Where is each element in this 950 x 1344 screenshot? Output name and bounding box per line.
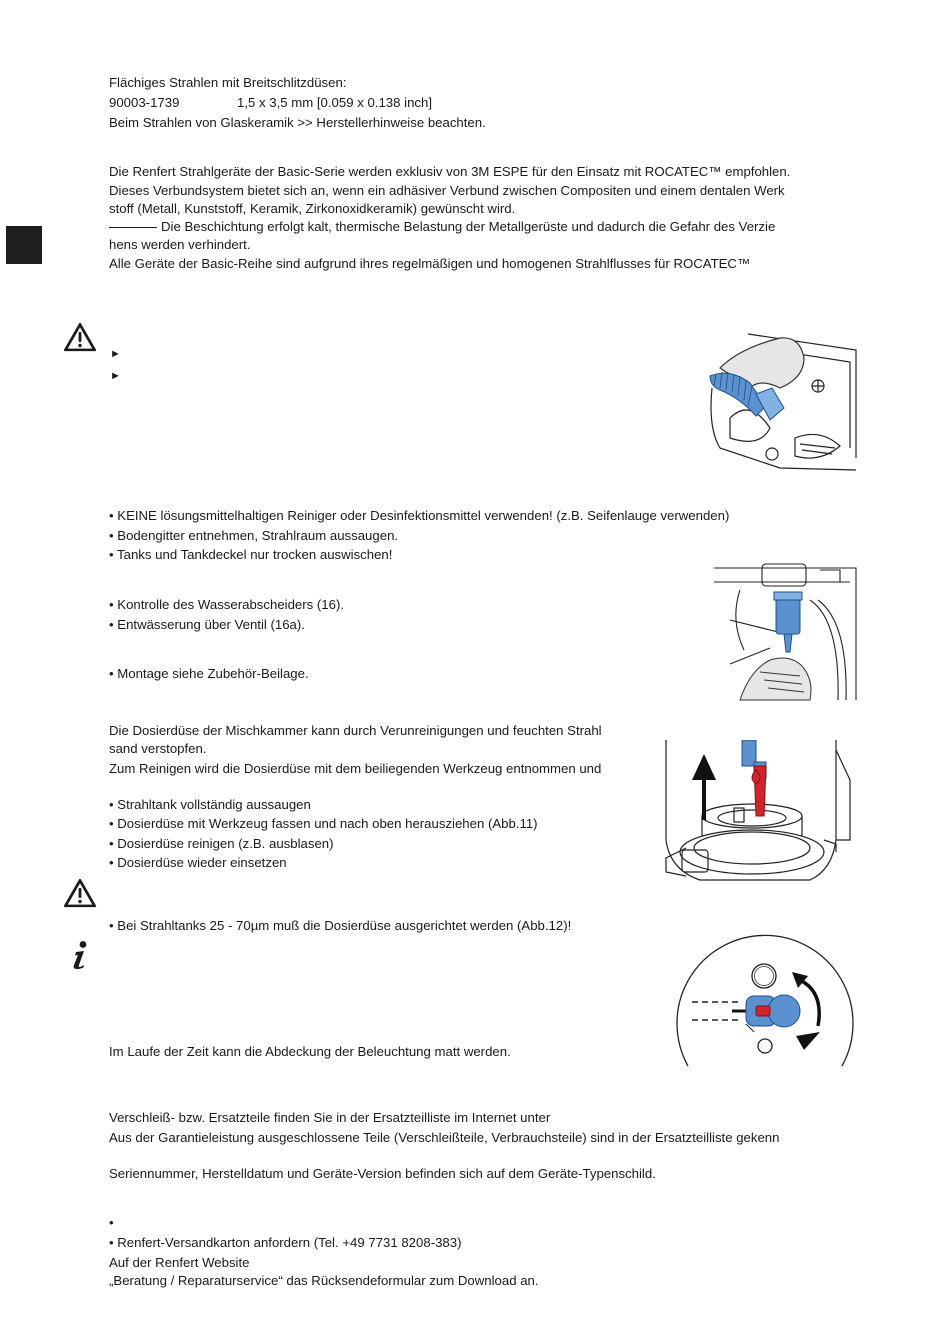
rocatec-line-3: stoff (Metall, Kunststoff, Keramik, Zirkonoxidkeramik) gewünscht wird. <box>109 201 516 216</box>
spare-parts-line-2: Aus der Garantieleistung ausgeschlossene Teile (Verschleißteile, Verbrauchsteile) sind in der Ersatzteilliste gekenn <box>109 1130 780 1145</box>
glass-ceramic-note: Beim Strahlen von Glaskeramik >> Herstellerhinweise beachten. <box>109 115 486 130</box>
warning-bullet-1: ► <box>110 348 121 360</box>
rocatec-line-5: hens werden verhindert. <box>109 237 251 252</box>
dosing-step-2: • Dosierdüse mit Werkzeug fassen und nach oben herausziehen (Abb.11) <box>109 816 538 831</box>
cleaning-item-3: • Tanks und Tankdeckel nur trocken auswischen! <box>109 547 393 562</box>
dosing-line-3: Zum Reinigen wird die Dosierdüse mit dem beiliegenden Werkzeug entnommen und <box>109 761 602 776</box>
rocatec-line-2: Dieses Verbundsystem bietet sich an, wenn ein adhäsiver Verbund zwischen Compositen und einem dentalen Werk <box>109 183 785 198</box>
rocatec-line-1: Die Renfert Strahlgeräte der Basic-Serie werden exklusiv von 3M ESPE für den Einsatz mit ROCATEC™ empfohlen. <box>109 164 791 179</box>
rocatec-line-6: Alle Geräte der Basic-Reihe sind aufgrund ihres regelmäßigen und homogenen Strahlflusses für ROCATEC™ <box>109 256 751 271</box>
dosing-nozzle-removal-illustration <box>660 740 860 892</box>
nozzle-size: 1,5 x 3,5 mm [0.059 x 0.138 inch] <box>237 95 432 110</box>
repair-website-line-2: „Beratung / Reparaturservice“ das Rücksendeformular zum Download an. <box>109 1273 539 1288</box>
repair-website-line-1: Auf der Renfert Website <box>109 1255 250 1270</box>
blank-underline <box>109 227 157 228</box>
repair-box-request: • Renfert-Versandkarton anfordern (Tel. +49 7731 8208-383) <box>109 1235 462 1250</box>
rocatec-line-4-text: Die Beschichtung erfolgt kalt, thermische Belastung der Metallgerüste und dadurch die Gefahr des Verzie <box>161 219 776 234</box>
warning-triangle-icon <box>63 878 97 908</box>
water-separator-illustration <box>710 560 860 705</box>
type-plate-note: Seriennummer, Herstelldatum und Geräte-Version befinden sich auf dem Geräte-Typenschild. <box>109 1166 656 1181</box>
nozzle-alignment-illustration <box>672 932 860 1068</box>
water-separator-item-1: • Kontrolle des Wasserabscheiders (16). <box>109 597 345 612</box>
cleaning-item-1: • KEINE lösungsmittelhaltigen Reiniger oder Desinfektionsmittel verwenden! (z.B. Seifenlauge verwenden) <box>109 508 730 523</box>
dosing-step-3: • Dosierdüse reinigen (z.B. ausblasen) <box>109 836 334 851</box>
chapter-tab-marker <box>6 226 42 264</box>
mounting-note: • Montage siehe Zubehör-Beilage. <box>109 666 309 681</box>
warning-triangle-icon <box>63 322 97 352</box>
water-separator-item-2: • Entwässerung über Ventil (16a). <box>109 617 305 632</box>
nozzle-part-number: 90003-1739 <box>109 95 180 110</box>
alignment-note: • Bei Strahltanks 25 - 70µm muß die Dosierdüse ausgerichtet werden (Abb.12)! <box>109 918 572 933</box>
hose-cleaning-illustration <box>700 328 860 478</box>
rocatec-line-4 <box>109 218 775 235</box>
repair-bullet-empty: • <box>109 1215 114 1230</box>
lighting-note: Im Laufe der Zeit kann die Abdeckung der Beleuchtung matt werden. <box>109 1044 511 1059</box>
spare-parts-line-1: Verschleiß- bzw. Ersatzteile finden Sie in der Ersatzteilliste im Internet unter <box>109 1110 551 1125</box>
info-icon <box>68 940 92 970</box>
dosing-step-4: • Dosierdüse wieder einsetzen <box>109 855 287 870</box>
dosing-step-1: • Strahltank vollständig aussaugen <box>109 797 311 812</box>
nozzles-heading: Flächiges Strahlen mit Breitschlitzdüsen: <box>109 75 347 90</box>
nozzle-row <box>109 94 432 111</box>
dosing-line-2: sand verstopfen. <box>109 741 207 756</box>
warning-bullet-2: ► <box>110 370 121 382</box>
dosing-line-1: Die Dosierdüse der Mischkammer kann durch Verunreinigungen und feuchten Strahl <box>109 723 602 738</box>
cleaning-item-2: • Bodengitter entnehmen, Strahlraum aussaugen. <box>109 528 399 543</box>
